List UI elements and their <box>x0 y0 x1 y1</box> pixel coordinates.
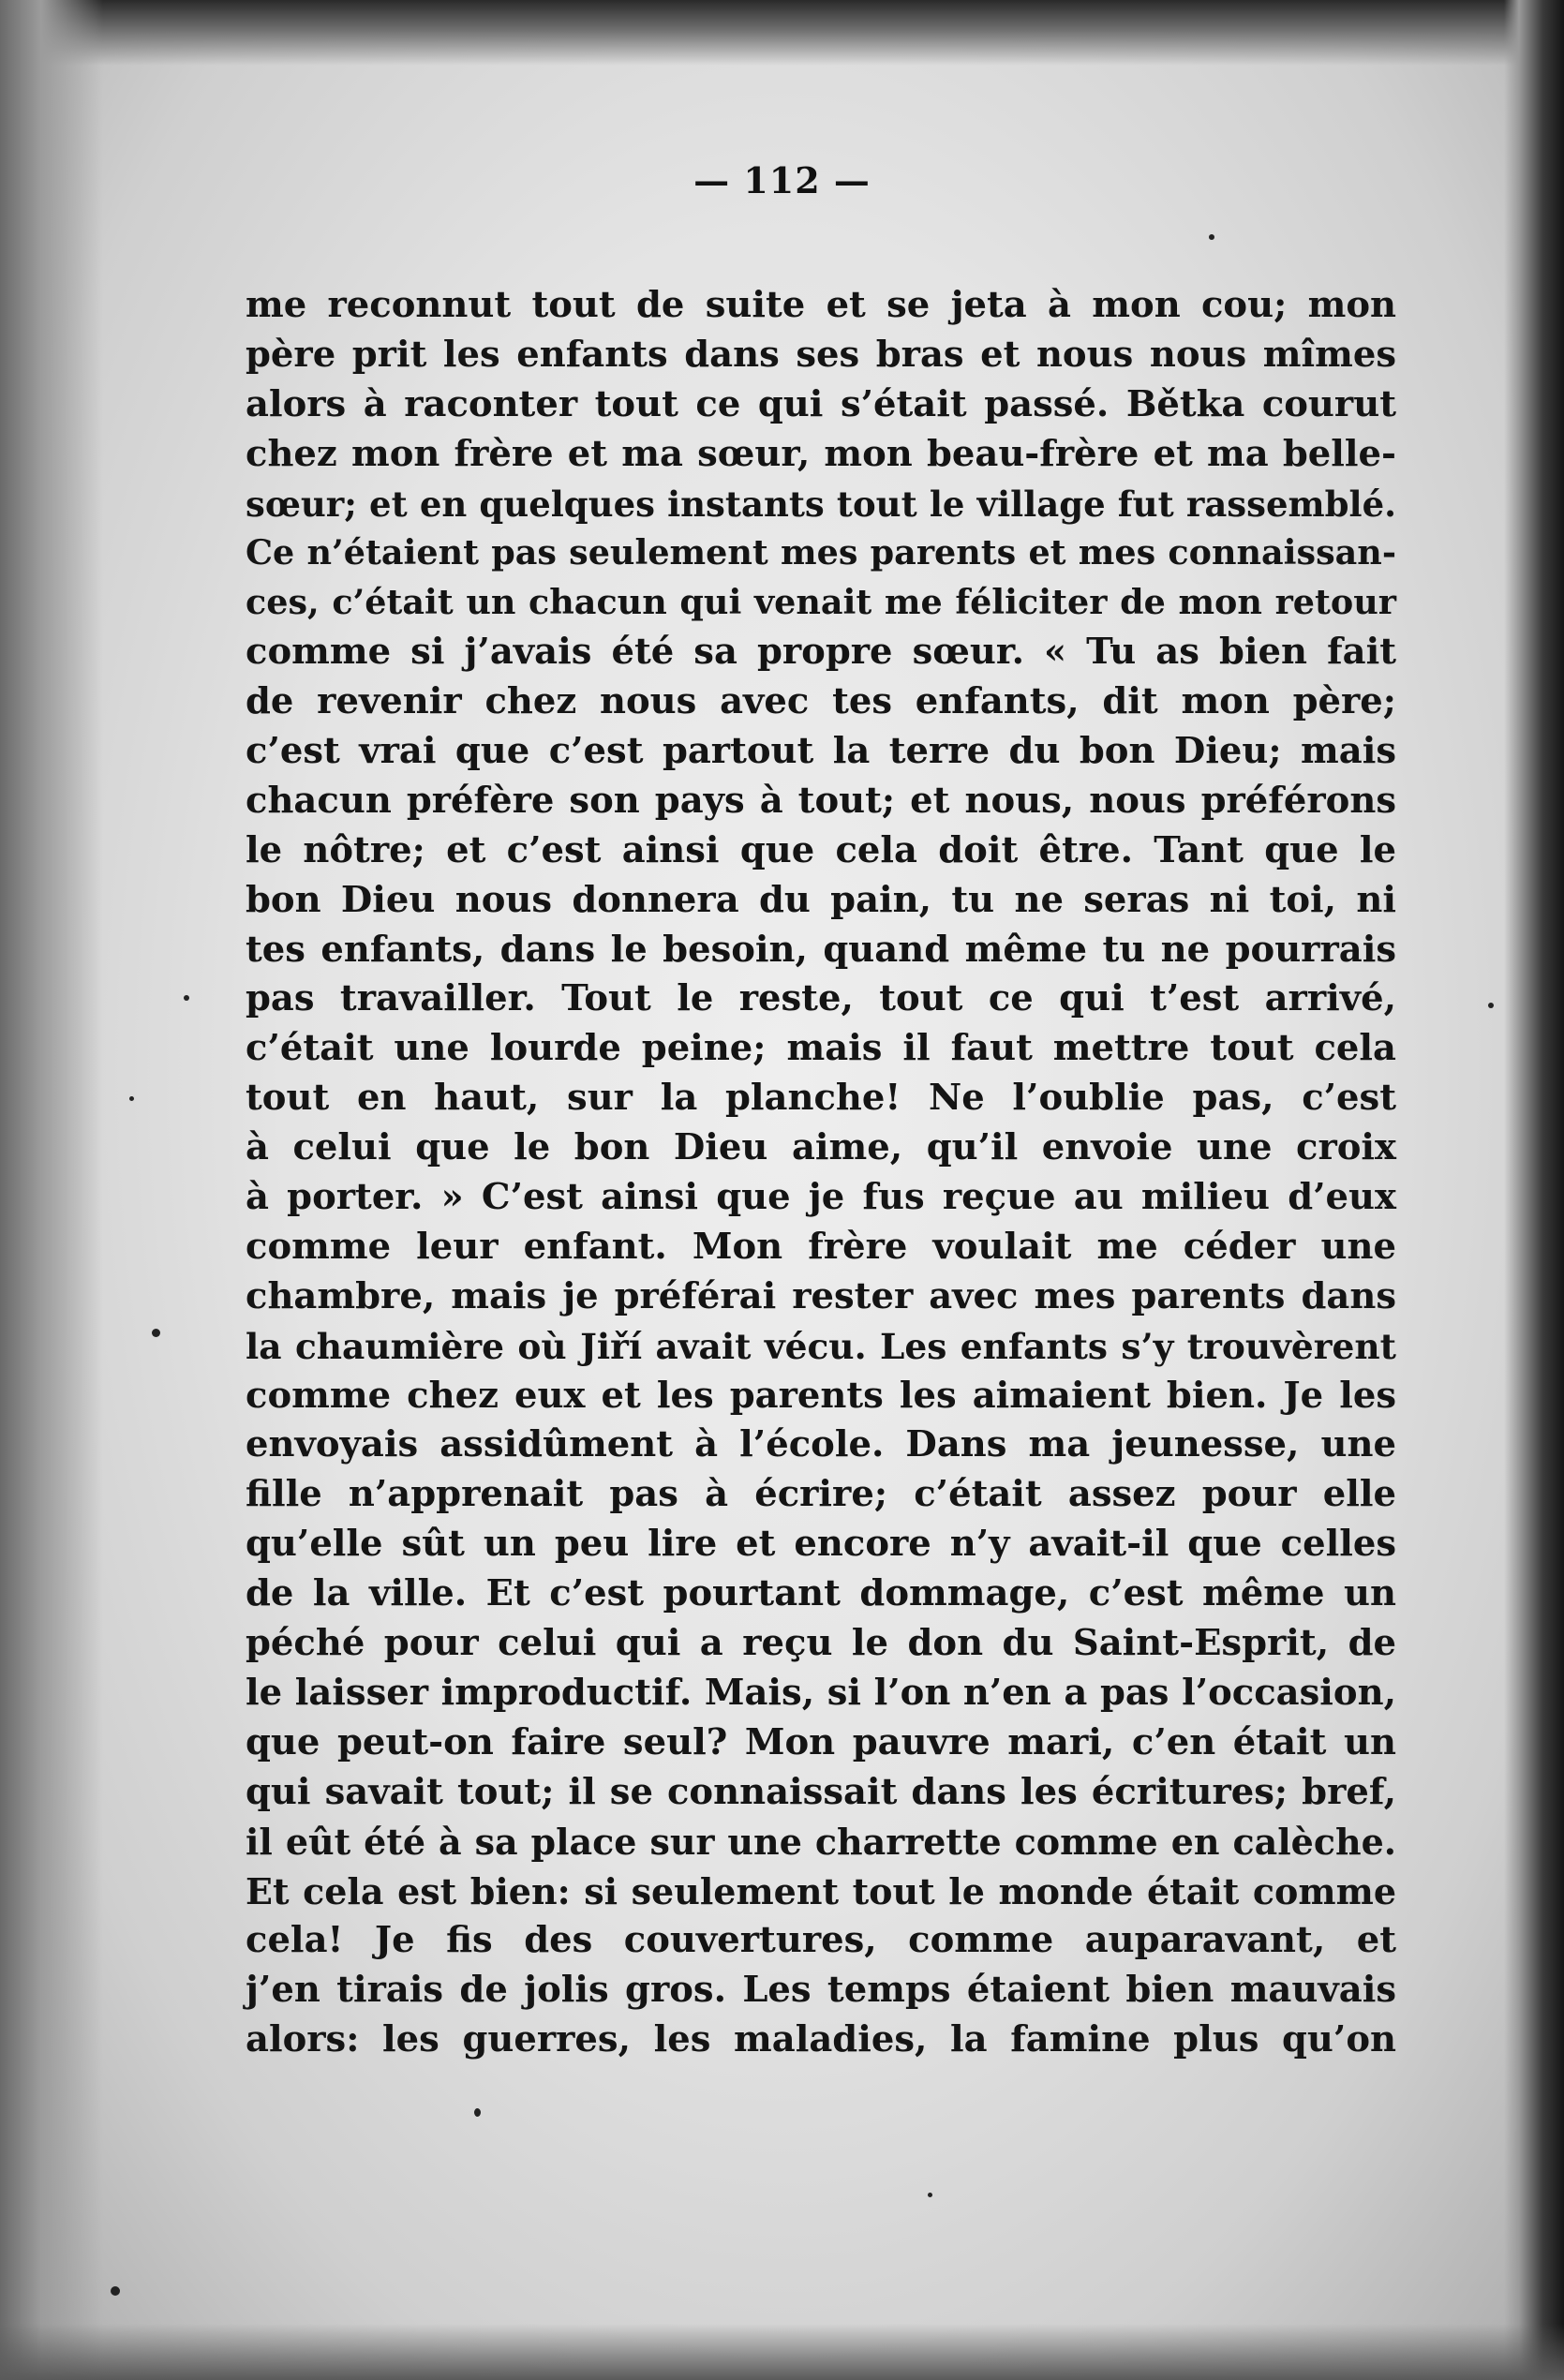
scan-edge-right <box>1504 0 1564 2380</box>
scan-speck <box>111 2286 120 2296</box>
text-line: chambre, mais je préférai rester avec mes parents dans <box>246 1274 1396 1317</box>
text-line: comme leur enfant. Mon frère voulait me céder une <box>246 1225 1396 1268</box>
text-line: comme chez eux et les parents les aimaient bien. Je les <box>246 1374 1396 1417</box>
text-line: chacun préfère son pays à tout; et nous, nous préférons <box>246 779 1396 822</box>
body-text <box>246 281 1396 2065</box>
text-line: pas travailler. Tout le reste, tout ce qui t’est arrivé, <box>246 977 1396 1020</box>
text-line: de la ville. Et c’est pourtant dommage, c’est même un <box>246 1572 1396 1615</box>
text-line: Et cela est bien: si seulement tout le monde était comme <box>246 1869 1396 1912</box>
text-line: chez mon frère et ma sœur, mon beau-frère et ma belle- <box>246 432 1396 475</box>
page-number: — 112 — <box>693 159 871 201</box>
text-line: à celui que le bon Dieu aime, qu’il envoie une croix <box>246 1126 1396 1169</box>
text-line: me reconnut tout de suite et se jeta à mon cou; mon <box>246 284 1396 326</box>
text-line: tes enfants, dans le besoin, quand même tu ne pourrais <box>246 928 1396 971</box>
text-line: Ce n’étaient pas seulement mes parents et mes connaissan- <box>246 532 1396 573</box>
scan-edge-left <box>0 0 103 2380</box>
text-line: envoyais assidûment à l’école. Dans ma jeunesse, une <box>246 1423 1396 1466</box>
text-line: père prit les enfants dans ses bras et nous nous mîmes <box>246 333 1396 376</box>
scan-speck <box>184 995 189 1001</box>
text-line: bon Dieu nous donnera du pain, tu ne seras ni toi, ni <box>246 878 1396 921</box>
text-line: cela! Je fis des couvertures, comme auparavant, et <box>246 1919 1396 1962</box>
text-line: comme si j’avais été sa propre sœur. « Tu as bien fait <box>246 631 1396 674</box>
text-line: le laisser improductif. Mais, si l’on n’en a pas l’occasion, <box>246 1671 1396 1714</box>
text-line: péché pour celui qui a reçu le don du Saint-Esprit, de <box>246 1622 1396 1665</box>
text-line: qu’elle sût un peu lire et encore n’y avait-il que celles <box>246 1523 1396 1566</box>
scan-speck <box>474 2108 481 2117</box>
text-line: alors: les guerres, les maladies, la famine plus qu’on <box>246 2018 1396 2061</box>
text-line: de revenir chez nous avec tes enfants, dit mon père; <box>246 680 1396 723</box>
text-line: à porter. » C’est ainsi que je fus reçue au milieu d’eux <box>246 1176 1396 1219</box>
scan-speck <box>928 2193 932 2197</box>
text-line: qui savait tout; il se connaissait dans les écritures; bref, <box>246 1770 1396 1813</box>
text-line: le nôtre; et c’est ainsi que cela doit être. Tant que le <box>246 828 1396 871</box>
scan-speck <box>129 1096 134 1101</box>
text-line: c’est vrai que c’est partout la terre du bon Dieu; mais <box>246 730 1396 773</box>
scan-edge-top <box>0 0 1564 66</box>
text-line: fille n’apprenait pas à écrire; c’était assez pour elle <box>246 1473 1396 1516</box>
scan-edge-bottom <box>0 2324 1564 2380</box>
scan-speck <box>1209 234 1214 240</box>
text-line: alors à raconter tout ce qui s’était passé. Bětka courut <box>246 382 1396 425</box>
scan-speck <box>152 1329 160 1337</box>
text-line: tout en haut, sur la planche! Ne l’oublie pas, c’est <box>246 1077 1396 1120</box>
text-line: sœur; et en quelques instants tout le village fut rassemblé. <box>246 483 1396 525</box>
text-line: la chaumière où Jiří avait vécu. Les enfants s’y trouvèrent <box>246 1325 1396 1367</box>
text-line: c’était une lourde peine; mais il faut mettre tout cela <box>246 1027 1396 1070</box>
text-line: ces, c’était un chacun qui venait me féliciter de mon retour <box>246 582 1396 623</box>
text-line: il eût été à sa place sur une charrette comme en calèche. <box>246 1820 1396 1863</box>
scan-speck <box>1488 1003 1494 1008</box>
text-line: j’en tirais de jolis gros. Les temps étaient bien mauvais <box>246 1969 1396 2012</box>
text-line: que peut-on faire seul? Mon pauvre mari, c’en était un <box>246 1720 1396 1763</box>
